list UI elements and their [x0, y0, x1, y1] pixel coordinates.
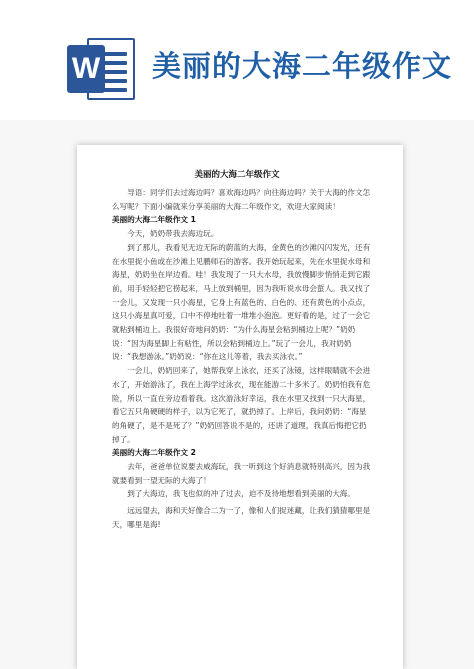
- document-body: [112, 186, 372, 532]
- paragraph: 到了大海边，我飞也似的冲了过去，迫不及待地想看到美丽的大海。: [127, 489, 355, 499]
- word-document-icon: [67, 38, 135, 100]
- paragraph: 到了那儿，我看见无边无际的蔚蓝的大海，金黄色的沙滩闪闪发光，还有在水里捉小鱼或在沙滩上见鹏师石的游客。我开始玩起来，先在水里捉水母和海星，奶奶坐在岸边看。哇！我发现了一只大水母，我放慢脚步悄悄走到它跟前，用手轻轻把它捞起来，马上放到桶里，因为我听说水母会蜇人。我又找了一会儿，又发现一只小海星，它身上有蓝色的、白色的、还有黄色的小点点，这只小海星真可爱，口中不停地吐着一堆堆小泡泡。更好看的是，过了一会它就粘到桶边上。我很好奇地问奶奶：“为什么海星会粘到桶边上呢？”奶奶说：“因为海星脚上有粘性，所以会粘到桶边上。”玩了一会儿，我对奶奶说：“我想游泳。”奶奶说：“你在这儿等着，我去买泳衣。”: [112, 242, 371, 362]
- paragraph: 远远望去，海和天好像合二为一了，像和人们捉迷藏，让我们猜猜哪里是天，哪里是海!: [112, 506, 371, 529]
- document-title: 美丽的大海二年级作文: [194, 170, 280, 180]
- section-heading: 美丽的大海二年级作文 1: [112, 215, 196, 225]
- paragraph: 今天，奶奶带我去海边玩。: [127, 229, 219, 239]
- paragraph: 一会儿，奶奶回来了，她帮我穿上泳衣，还买了泳镜，这样眼睛就不会进水了，开始游泳了，我在上海学过泳衣，现在能游二十多米了。奶奶怕我有危险，所以一直在旁边看着我。这次游泳好幸运，我在水里又找到一只大海星，看它五只角硬硬的样子，以为它死了，就扔掉了。上岸后，我问奶奶：“海星的角硬了，是不是死了？”奶奶回答说不是的，还讲了道理，我真后悔把它扔掉了。: [112, 366, 371, 444]
- word-logo-letter: W: [67, 45, 105, 93]
- paragraph: 导语：同学们去过海边吗？喜欢海边吗？向往海边吗？关于大海的作文怎么写呢？下面小编就来分享美丽的大海二年级作文，欢迎大家阅读！: [112, 188, 371, 211]
- section-heading: 美丽的大海二年级作文 2: [112, 448, 196, 458]
- header-banner: [0, 0, 474, 120]
- banner-title: 美丽的大海二年级作文: [152, 49, 453, 83]
- paragraph: 去年，爸爸单位说要去威海玩，我一听到这个好消息就特别高兴，因为我就要看到一望无际的大海了！: [112, 462, 371, 485]
